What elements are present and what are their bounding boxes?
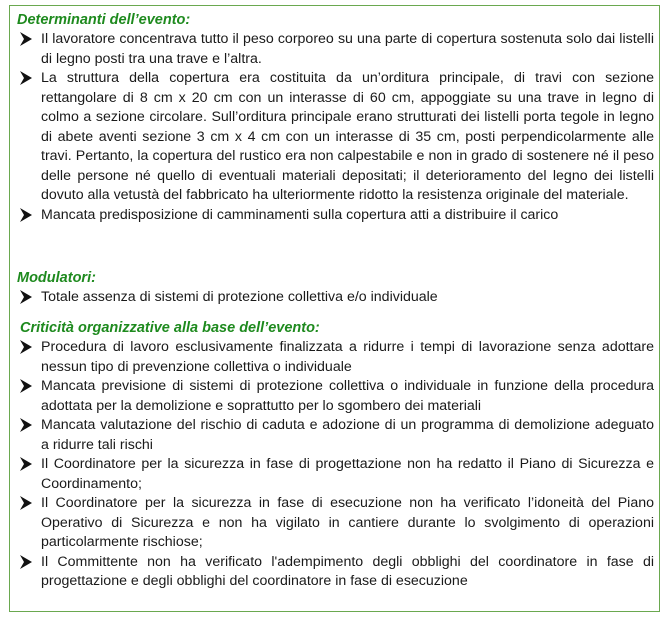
section-modulatori xyxy=(10,269,659,308)
list-item xyxy=(10,377,659,416)
arrowhead-bullet-icon xyxy=(19,339,33,355)
list-item xyxy=(10,553,659,592)
item-text: Procedura di lavoro esclusivamente finalizzata a ridurre i tempi di lavorazione senza adottare nessun tipo di prevenzione collettiva o individuale xyxy=(41,339,654,375)
section-heading: Modulatori: xyxy=(17,270,96,286)
list-item xyxy=(10,416,659,455)
item-text: Totale assenza di sistemi di protezione collettiva e/o individuale xyxy=(41,289,438,305)
item-text: Mancata valutazione del rischio di caduta e adozione di un programma di demolizione adeguato a ridurre tali rischi xyxy=(41,417,654,453)
list-item xyxy=(10,288,659,308)
item-text: Il lavoratore concentrava tutto il peso corporeo su una parte di copertura sostenuta solo dai listelli di legno posti tra una trave e l’altra. xyxy=(41,31,654,67)
list-item xyxy=(10,30,659,69)
list-item xyxy=(10,338,659,377)
list-item xyxy=(10,455,659,494)
arrowhead-bullet-icon xyxy=(19,378,33,394)
arrowhead-bullet-icon xyxy=(19,554,33,570)
arrowhead-bullet-icon xyxy=(19,70,33,86)
item-text: Il Committente non ha verificato l'adempimento degli obblighi del coordinatore in fase di progettazione e degli obblighi del coordinatore in fase di esecuzione xyxy=(41,553,654,589)
arrowhead-bullet-icon xyxy=(19,289,33,305)
section-determinanti xyxy=(10,11,659,225)
item-text: Mancata predisposizione di camminamenti sulla copertura atti a distribuire il carico xyxy=(41,206,559,223)
arrowhead-bullet-icon xyxy=(19,495,33,511)
document-frame xyxy=(9,5,660,612)
section-heading: Determinanti dell’evento: xyxy=(17,12,191,28)
section-heading: Criticità organizzative alla base dell’evento: xyxy=(20,320,320,336)
arrowhead-bullet-icon xyxy=(19,207,33,223)
section-criticita xyxy=(10,319,659,592)
item-text: La struttura della copertura era costituita da un’orditura principale, di travi con sezione rettangolare di 8 cm x 20 cm con un interasse di 60 cm, appoggiate su una trave in legno di colmo a sezione circolare. Sull’orditura principale erano strutturati dei listelli porta tegole in legno di abete aventi sezione 3 cm x 4 cm con un interasse di 35 cm, posti perpendicolarmente alle travi. Pertanto, la copertura del rustico era non calpestabile e non in grado di sostenere né il peso delle persone né quello di eventuali materiali depositati; il deterioramento del legno dei listelli dovuto alla vetustà del fabbricato ha ulteriormente ridotto la resistenza originale del materiale. xyxy=(41,70,654,203)
arrowhead-bullet-icon xyxy=(19,31,33,47)
arrowhead-bullet-icon xyxy=(19,456,33,472)
arrowhead-bullet-icon xyxy=(19,417,33,433)
item-text: Il Coordinatore per la sicurezza in fase di esecuzione non ha verificato l’idoneità del Piano Operativo di Sicurezza e non ha vigilato in cantiere durante lo svolgimento di operazioni particolarmente rischiose; xyxy=(41,495,654,550)
item-text: Il Coordinatore per la sicurezza in fase di progettazione non ha redatto il Piano di Sicurezza e Coordinamento; xyxy=(41,456,654,492)
item-text: Mancata previsione di sistemi di protezione collettiva o individuale in funzione della procedura adottata per la demolizione e soprattutto per lo sgombero dei materiali xyxy=(41,378,654,414)
list-item xyxy=(10,494,659,553)
item-list xyxy=(10,288,659,308)
item-list xyxy=(10,30,659,225)
item-list xyxy=(10,338,659,592)
list-item xyxy=(10,206,659,226)
list-item xyxy=(10,69,659,206)
